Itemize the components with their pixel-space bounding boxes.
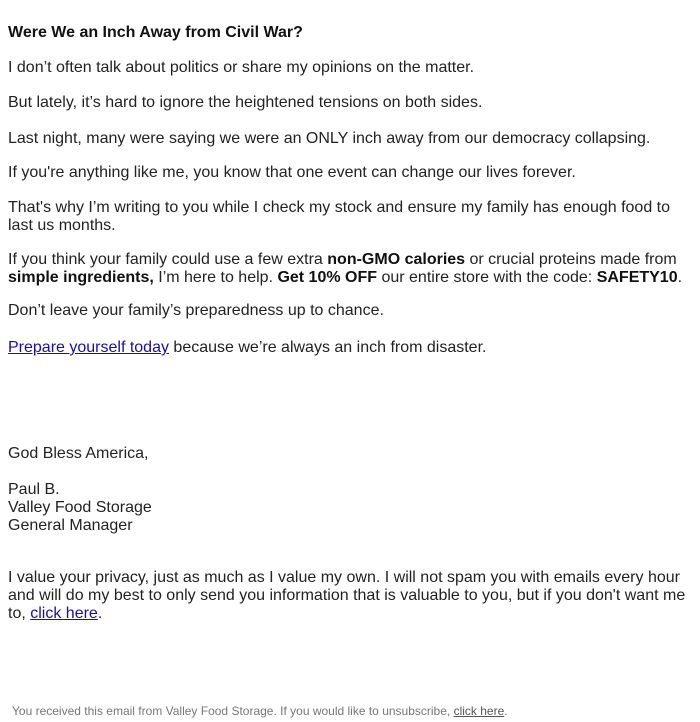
paragraph-politics: I don’t often talk about politics or share my opinions on the matter.: [8, 59, 475, 76]
offer-bold-calories: non-GMO calories: [327, 251, 466, 268]
signoff: God Bless America,: [8, 445, 149, 462]
paragraph-one-event: If you're anything like me, you know that one event can change our lives forever.: [8, 164, 576, 181]
offer-text-3: I’m here to help.: [153, 269, 278, 286]
paragraph-tensions: But lately, it’s hard to ignore the heightened tensions on both sides.: [8, 94, 483, 111]
email-title: Were We an Inch Away from Civil War?: [8, 24, 303, 41]
footer-text: You received this email from Valley Food Storage. If you would like to unsubscribe,: [12, 704, 454, 718]
signature-name: Paul B.: [8, 481, 60, 498]
paragraph-cta: [8, 339, 692, 357]
offer-text-1: If you think your family could use a few extra: [8, 251, 328, 268]
offer-text-4: our entire store with the code:: [377, 269, 597, 286]
paragraph-stock: That's why I’m writing to you while I check my stock and ensure my family has enough food to last us months.: [8, 199, 671, 234]
signature-role: General Manager: [8, 517, 133, 534]
offer-text-2: or crucial proteins made from: [465, 251, 677, 268]
paragraph-preparedness: Don’t leave your family’s preparedness up to chance.: [8, 302, 384, 319]
offer-bold-ingredients: simple ingredients,: [8, 269, 154, 286]
signature-company: Valley Food Storage: [8, 499, 152, 516]
prepare-yourself-link[interactable]: Prepare yourself today: [8, 339, 169, 356]
footer-notice: [12, 704, 508, 718]
privacy-unsubscribe-link[interactable]: click here: [30, 605, 98, 622]
footer-unsubscribe-link[interactable]: click here: [453, 704, 505, 718]
paragraph-offer: [8, 251, 692, 287]
offer-text-5: .: [677, 269, 683, 286]
discount-code: SAFETY10: [596, 269, 678, 286]
offer-bold-discount: Get 10% OFF: [277, 269, 378, 286]
paragraph-privacy: [8, 569, 692, 623]
footer-end: .: [504, 704, 508, 718]
privacy-end: .: [97, 605, 103, 622]
cta-rest-text: because we’re always an inch from disaster.: [168, 339, 487, 356]
paragraph-democracy: Last night, many were saying we were an ONLY inch away from our democracy collapsing.: [8, 130, 651, 147]
privacy-text: I value your privacy, just as much as I value my own. I will not spam you with emails every hour and will do my best to only send you information that is valuable to you, but if you don't want me to,: [8, 569, 686, 622]
